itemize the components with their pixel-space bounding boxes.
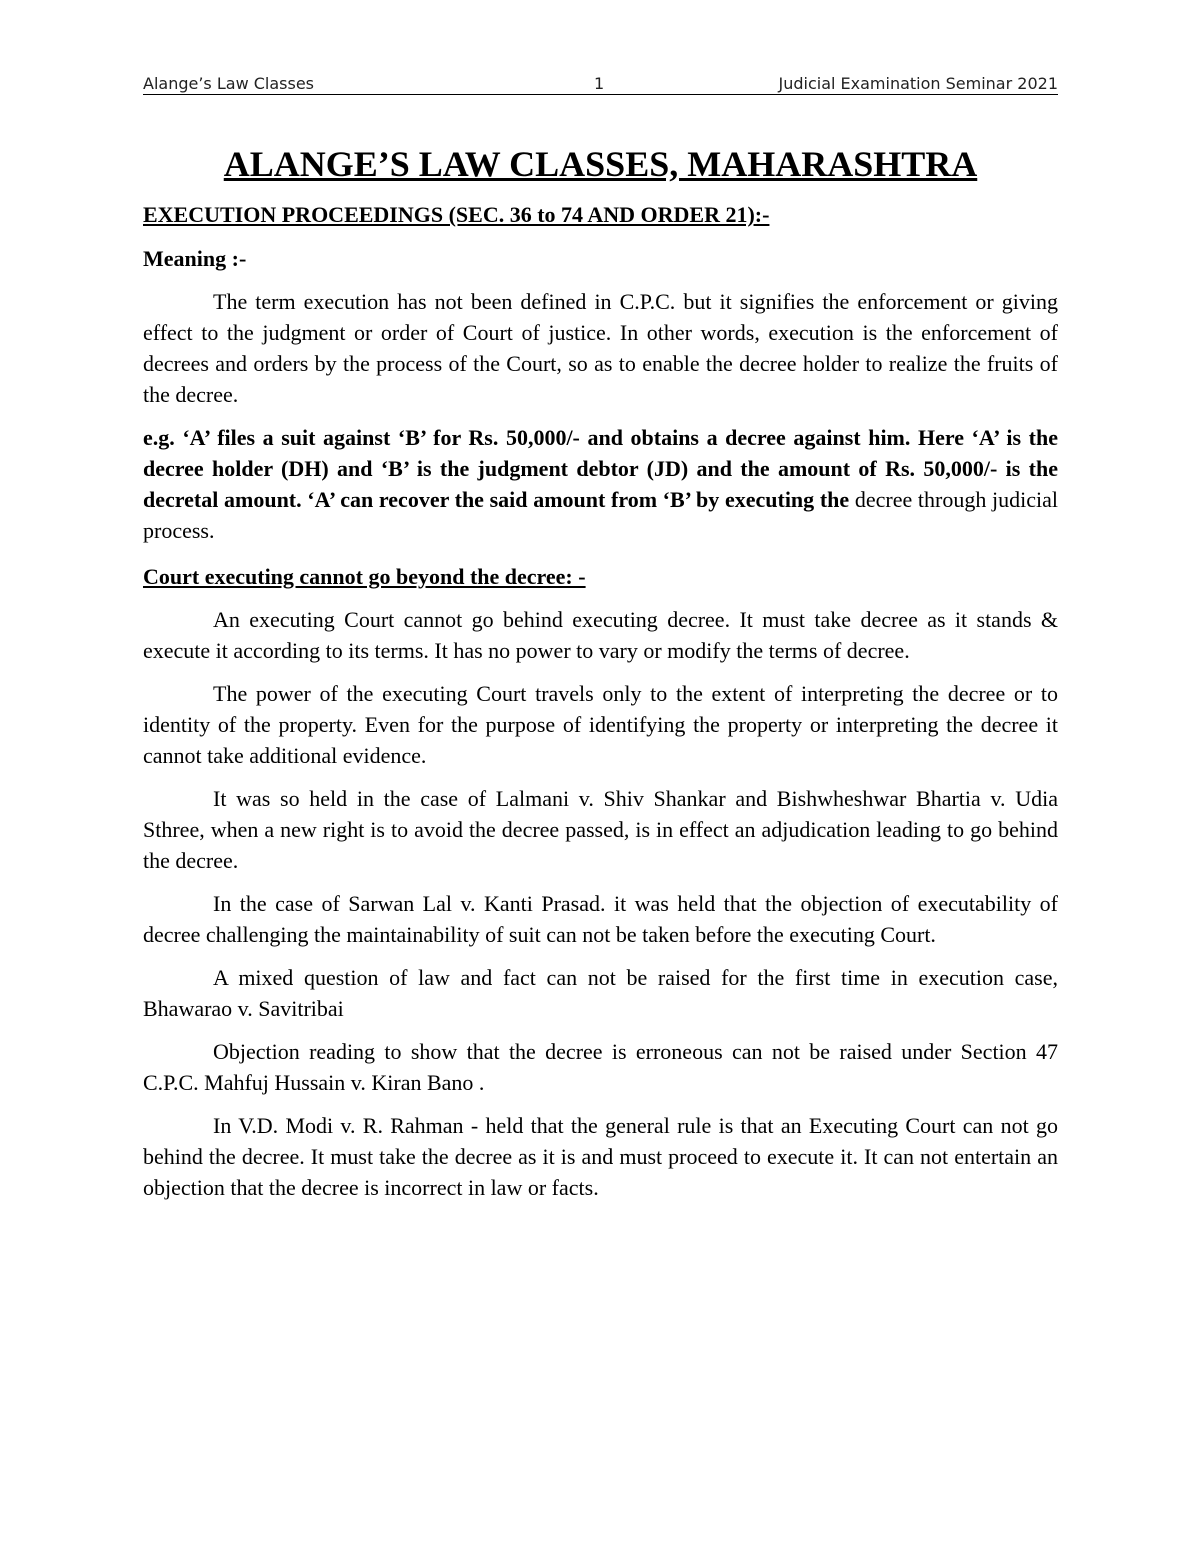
meaning-paragraph: The term execution has not been defined in C.P.C. but it signifies the enforcement or giving effect to the judgment or order of Court of justice. In other words, execution is the enforcement of decrees and orders by the process of the Court, so as to enable the decree holder to realize the fruits of the decree. xyxy=(143,289,1058,407)
header-right-text: Judicial Examination Seminar 2021 xyxy=(778,74,1058,93)
section-heading-court-executing: Court executing cannot go beyond the decree: - xyxy=(143,564,586,589)
example-bold-text: e.g. ‘A’ files a suit against ‘B’ for Rs. 50,000/- and obtains a decree against him. Here ‘A’ is the decree holder (DH) and ‘B’ is the judgment debtor (JD) and the amount of Rs. 50,000/- is the decretal amount. ‘A’ can recover the said amount from ‘B’ by executing the xyxy=(143,425,1058,512)
example-paragraph xyxy=(143,422,1058,546)
court-paragraph-5: A mixed question of law and fact can not be raised for the first time in execution case, Bhawarao v. Savitribai xyxy=(143,965,1058,1021)
page-number: 1 xyxy=(594,74,605,93)
court-paragraph-7: In V.D. Modi v. R. Rahman - held that the general rule is that an Executing Court can not go behind the decree. It must take the decree as it is and must proceed to execute it. It can not entertain an objection that the decree is incorrect in law or facts. xyxy=(143,1113,1058,1200)
document-title: ALANGE’S LAW CLASSES, MAHARASHTRA xyxy=(223,144,978,184)
court-paragraph-1: An executing Court cannot go behind executing decree. It must take decree as it stands & execute it according to its terms. It has no power to vary or modify the terms of decree. xyxy=(143,607,1058,663)
header-left-text: Alange’s Law Classes xyxy=(143,74,315,93)
court-paragraph-3: It was so held in the case of Lalmani v. Shiv Shankar and Bishwheshwar Bhartia v. Udia Sthree, when a new right is to avoid the decree passed, is in effect an adjudication leading to go behind the decree. xyxy=(143,786,1058,873)
document-body xyxy=(143,140,1058,1203)
court-paragraph-6: Objection reading to show that the decree is erroneous can not be raised under Section 47 C.P.C. Mahfuj Hussain v. Kiran Bano . xyxy=(143,1039,1058,1095)
meaning-label: Meaning :- xyxy=(143,246,247,271)
page-header xyxy=(143,72,1058,95)
court-paragraph-4: In the case of Sarwan Lal v. Kanti Prasad. it was held that the objection of executability of decree challenging the maintainability of suit can not be taken before the executing Court. xyxy=(143,891,1058,947)
court-paragraph-2: The power of the executing Court travels only to the extent of interpreting the decree or to identity of the property. Even for the purpose of identifying the property or interpreting the decree it cannot take additional evidence. xyxy=(143,681,1058,768)
example-normal-text: decree through judicial process. xyxy=(143,487,1058,543)
section-heading-execution: EXECUTION PROCEEDINGS (SEC. 36 to 74 AND ORDER 21):- xyxy=(143,202,770,227)
